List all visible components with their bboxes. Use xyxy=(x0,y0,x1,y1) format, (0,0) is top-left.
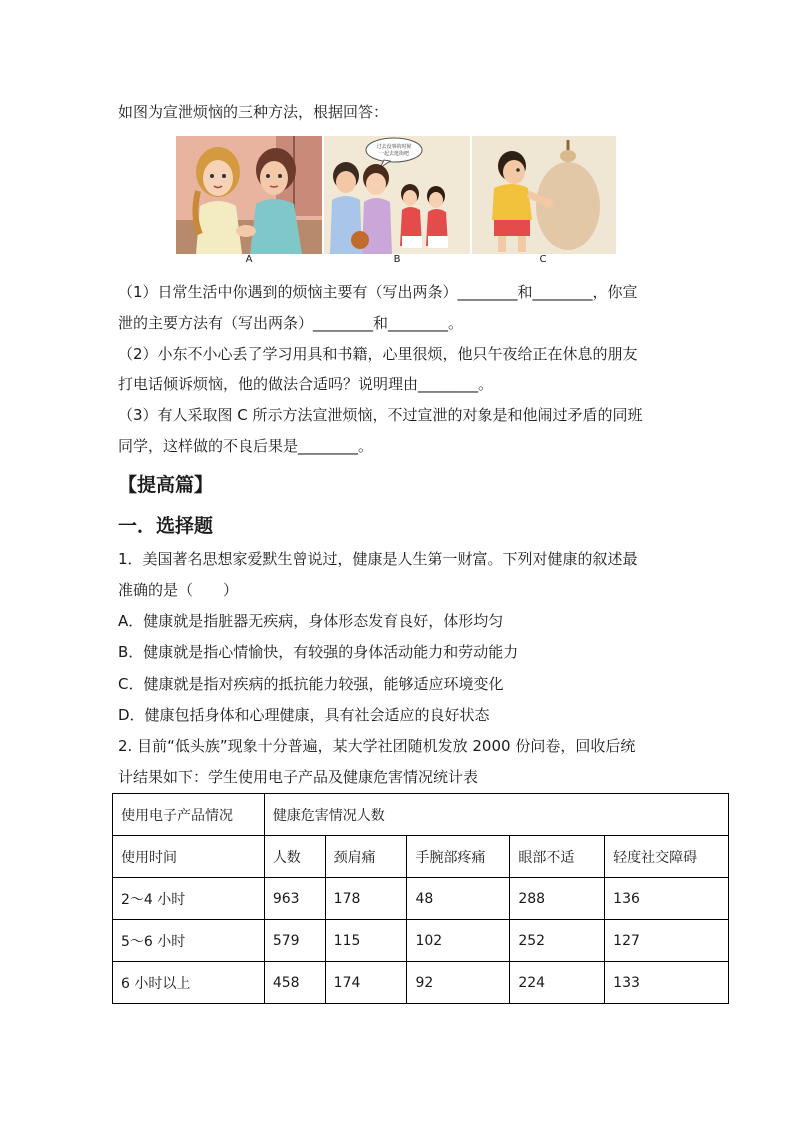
option-c: C．健康就是指对疾病的抵抗能力较强，能够适应环境变化 xyxy=(118,675,504,693)
question-1-line-2: 泄的主要方法有（写出两条）________和________。 xyxy=(118,314,464,332)
column-header: 轻度社交障碍 xyxy=(605,836,729,878)
illustration-c xyxy=(472,136,616,254)
question-3-line-2: 同学，这样做的不良后果是________。 xyxy=(118,437,374,455)
statistics-table xyxy=(112,793,729,1004)
table-header-row xyxy=(113,794,729,836)
choice-question-2-stem-line-2: 计结果如下：学生使用电子产品及健康危害情况统计表 xyxy=(118,768,479,786)
subsection-title: 一．选择题 xyxy=(118,515,214,537)
table-cell: 127 xyxy=(605,920,729,962)
illustration-label-a: A xyxy=(245,254,253,265)
question-3-line-1: （3）有人采取图 C 所示方法宣泄烦恼，不过宣泄的对象是和他闹过矛盾的同班 xyxy=(118,406,643,424)
svg-text:一起去逛街吧: 一起去逛街吧 xyxy=(378,151,410,157)
table-cell: 458 xyxy=(264,962,325,1004)
column-header: 颈肩痛 xyxy=(325,836,407,878)
table-cell: 2～4 小时 xyxy=(113,878,265,920)
table-cell: 133 xyxy=(605,962,729,1004)
intro-text: 如图为宣泄烦恼的三种方法，根据回答： xyxy=(118,103,389,121)
table-cell: 92 xyxy=(407,962,510,1004)
table-cell: 288 xyxy=(510,878,605,920)
column-header: 眼部不适 xyxy=(510,836,605,878)
choice-question-1-stem-line-2: 准确的是（ ） xyxy=(118,581,239,599)
table-column-row xyxy=(113,836,729,878)
option-b: B．健康就是指心情愉快，有较强的身体活动能力和劳动能力 xyxy=(118,643,519,661)
option-d: D．健康包括身体和心理健康，具有社会适应的良好状态 xyxy=(118,706,490,724)
table-header-cell: 使用电子产品情况 xyxy=(113,794,265,836)
table-cell: 6 小时以上 xyxy=(113,962,265,1004)
table-cell: 178 xyxy=(325,878,407,920)
column-header: 使用时间 xyxy=(113,836,265,878)
table-cell: 115 xyxy=(325,920,407,962)
illustration-a xyxy=(176,136,322,254)
table-cell: 136 xyxy=(605,878,729,920)
table-cell: 963 xyxy=(264,878,325,920)
illustration-b xyxy=(324,136,470,254)
table-cell: 252 xyxy=(510,920,605,962)
question-1-line-1: （1）日常生活中你遇到的烦恼主要有（写出两条）________和________，你宣 xyxy=(118,283,638,301)
question-2-line-2: 打电话倾诉烦恼，他的做法合适吗？说明理由________。 xyxy=(118,375,494,393)
illustration-label-b: B xyxy=(393,254,401,265)
column-header: 人数 xyxy=(264,836,325,878)
table-row xyxy=(113,878,729,920)
illustration-label-c: C xyxy=(539,254,547,265)
choice-question-2-stem-line-1: 2. 目前“低头族”现象十分普遍，某大学社团随机发放 2000 份问卷，回收后统 xyxy=(118,737,636,755)
table-cell: 48 xyxy=(407,878,510,920)
table-row xyxy=(113,962,729,1004)
table-cell: 102 xyxy=(407,920,510,962)
table-cell: 579 xyxy=(264,920,325,962)
table-row xyxy=(113,920,729,962)
choice-question-1-stem-line-1: 1．美国著名思想家爱默生曾说过，健康是人生第一财富。下列对健康的叙述最 xyxy=(118,550,638,568)
table-cell: 174 xyxy=(325,962,407,1004)
table-cell: 5～6 小时 xyxy=(113,920,265,962)
option-a: A．健康就是指脏器无疾病，身体形态发育良好，体形均匀 xyxy=(118,612,504,630)
table-cell: 224 xyxy=(510,962,605,1004)
column-header: 手腕部疼痛 xyxy=(407,836,510,878)
svg-text:过去没事的时候: 过去没事的时候 xyxy=(376,144,412,150)
illustration-group xyxy=(176,136,616,266)
section-title: 【提高篇】 xyxy=(118,474,214,496)
table-header-cell: 健康危害情况人数 xyxy=(264,794,728,836)
question-2-line-1: （2）小东不小心丢了学习用具和书籍，心里很烦，他只午夜给正在休息的朋友 xyxy=(118,345,638,363)
